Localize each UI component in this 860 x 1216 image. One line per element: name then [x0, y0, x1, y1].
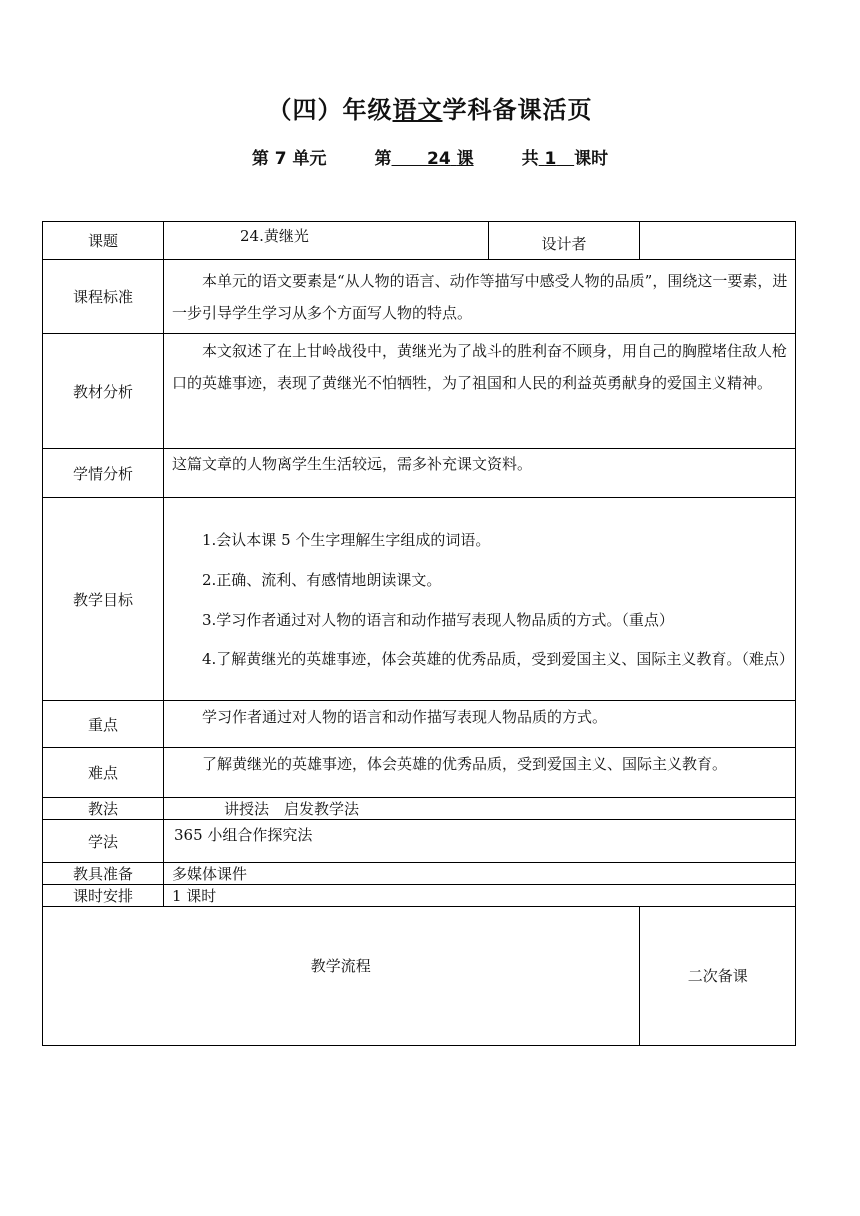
- designer-label: 设计者: [489, 222, 640, 260]
- lesson-number-blank: [392, 149, 474, 169]
- row-schedule: [43, 885, 796, 907]
- lesson-number: 24: [427, 149, 451, 169]
- lesson-info: [0, 144, 860, 169]
- difficulty-label: 难点: [43, 748, 164, 798]
- total-number-blank: [539, 149, 575, 169]
- row-flow: [43, 907, 796, 1046]
- learner-label: 学情分析: [43, 449, 164, 498]
- goal-item: 2.正确、流利、有感情地朗读课文。: [202, 571, 442, 589]
- lesson-plan-table: [42, 221, 796, 1046]
- goal-item: 4.了解黄继光的英雄事迹，体会英雄的优秀品质，受到爱国主义、国际主义教育。（难点）: [202, 650, 794, 668]
- standard-label: 课程标准: [43, 260, 164, 334]
- material-text: 本文叙述了在上甘岭战役中，黄继光为了战斗的胜利奋不顾身，用自己的胸膛堵住敌人枪口的英雄事迹，表现了黄继光不怕牺牲，为了祖国和人民的利益英勇献身的爱国主义精神。: [172, 342, 788, 392]
- row-key: [43, 701, 796, 748]
- total-suffix: 课时: [574, 149, 609, 169]
- flow-label: 教学流程: [43, 907, 639, 1045]
- schedule-text: 1 课时: [164, 885, 796, 907]
- row-topic: [43, 222, 796, 260]
- row-material: [43, 334, 796, 449]
- goals-label: 教学目标: [43, 498, 164, 701]
- row-difficulty: [43, 748, 796, 798]
- difficulty-text: 了解黄继光的英雄事迹，体会英雄的优秀品质，受到爱国主义、国际主义教育。: [202, 755, 728, 773]
- row-method: [43, 798, 796, 820]
- study-text: 365 小组合作探究法: [164, 820, 796, 863]
- method-text: 讲授法 启发教学法: [164, 798, 796, 820]
- goal-item: 3.学习作者通过对人物的语言和动作描写表现人物品质的方式。（重点）: [202, 611, 674, 629]
- lesson-suffix: 课: [456, 149, 474, 169]
- topic-value: 24.黄继光: [164, 222, 489, 260]
- total-number: 1: [544, 149, 557, 169]
- key-text: 学习作者通过对人物的语言和动作描写表现人物品质的方式。: [202, 708, 608, 726]
- second-prep-label: 二次备课: [687, 967, 748, 985]
- topic-label: 课题: [43, 222, 164, 260]
- tools-label: 教具准备: [43, 863, 164, 885]
- tools-text: 多媒体课件: [164, 863, 796, 885]
- material-label: 教材分析: [43, 334, 164, 449]
- method-label: 教法: [43, 798, 164, 820]
- total-prefix: 共: [521, 149, 539, 169]
- schedule-label: 课时安排: [43, 885, 164, 907]
- row-goals: [43, 498, 796, 701]
- title-suffix: 学科备课活页: [442, 96, 593, 124]
- key-label: 重点: [43, 701, 164, 748]
- unit-label: 第 7 单元: [251, 149, 327, 169]
- goal-item: 1.会认本课 5 个生字理解生字组成的词语。: [202, 531, 491, 549]
- standard-text: 本单元的语文要素是“从人物的语言、动作等描写中感受人物的品质”，围绕这一要素，进一步引导学生学习从多个方面写人物的特点。: [172, 271, 788, 322]
- lesson-prefix: 第: [374, 149, 392, 169]
- title-subject: 语文: [392, 96, 443, 124]
- learner-text: 这篇文章的人物离学生生活较远，需多补充课文资料。: [164, 449, 796, 498]
- row-standard: [43, 260, 796, 334]
- row-tools: [43, 863, 796, 885]
- designer-value: [640, 222, 796, 260]
- page-title: [0, 90, 860, 125]
- study-label: 学法: [43, 820, 164, 863]
- row-learner: [43, 449, 796, 498]
- row-study: [43, 820, 796, 863]
- title-prefix: （四）年级: [267, 96, 393, 124]
